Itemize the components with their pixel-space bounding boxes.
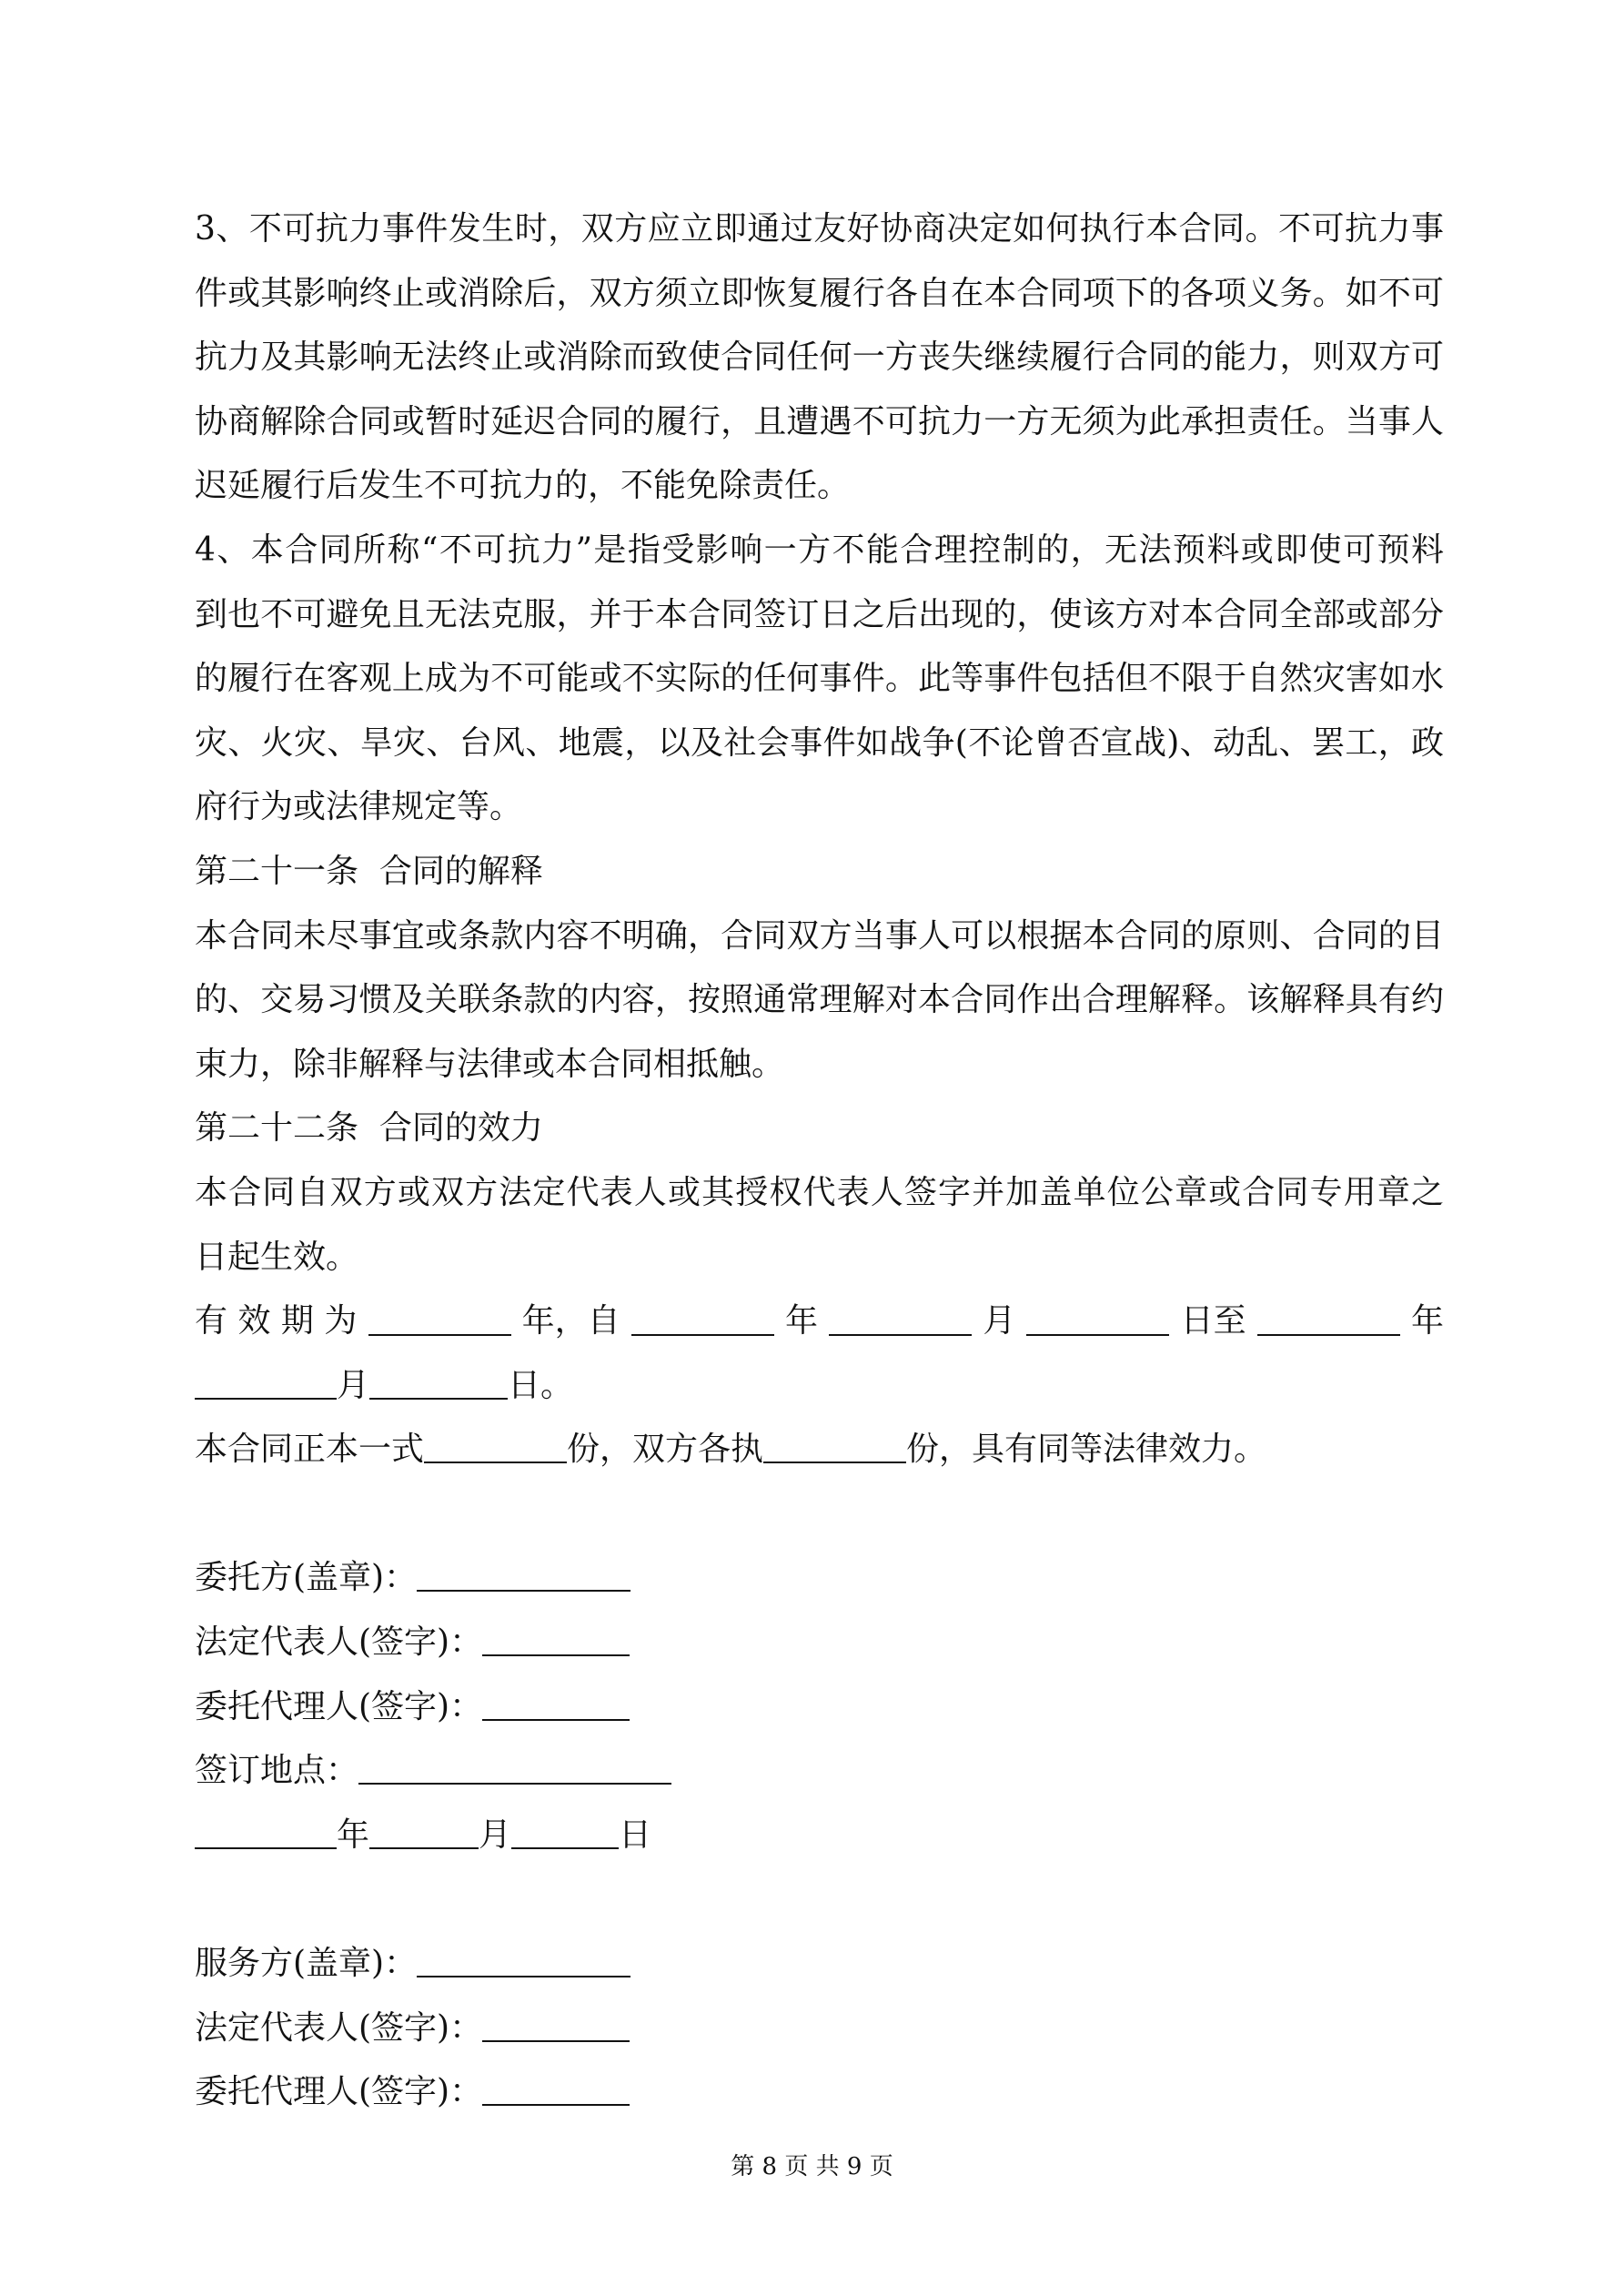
start-year-blank[interactable] — [631, 1307, 774, 1336]
validity-label: 有 效 期 为 — [195, 1302, 358, 1340]
date-text: 年 — [337, 1816, 370, 1854]
sign-day-blank[interactable] — [511, 1820, 619, 1849]
article-22-line: 日起生效。 — [195, 1238, 359, 1276]
article-21-heading: 第二十一条 合同的解释 — [195, 852, 543, 890]
copies-text: 本合同正本一式 — [195, 1431, 425, 1469]
validity-period-line — [195, 1290, 1444, 1354]
provider-legal-rep-blank[interactable] — [482, 2013, 630, 2042]
validity-text: 年 — [784, 1302, 818, 1340]
validity-end-line — [195, 1354, 1444, 1419]
clause-3-line: 协商解除合同或暂时延迟合同的履行，且遭遇不可抗力一方无须为此承担责任。当事人 — [195, 402, 1444, 440]
end-day-blank[interactable] — [369, 1371, 508, 1400]
clause-4-line: 的履行在客观上成为不可能或不实际的任何事件。此等事件包括但不限于自然灾害如水 — [195, 660, 1444, 698]
copies-text: 份，双方各执 — [567, 1431, 764, 1469]
date-text: 月 — [479, 1816, 512, 1854]
clause-4-line: 4、本合同所称“不可抗力”是指受影响一方不能合理控制的，无法预料或即使可预料 — [195, 531, 1444, 569]
client-agent-blank[interactable] — [482, 1692, 630, 1721]
client-seal-label: 委托方(盖章)： — [195, 1559, 418, 1597]
client-agent-line — [195, 1675, 1444, 1740]
end-year-blank[interactable] — [1257, 1307, 1400, 1336]
date-text: 日 — [619, 1816, 652, 1854]
client-seal-blank[interactable] — [417, 1563, 630, 1592]
spacer — [195, 1867, 1444, 1932]
page-footer: 第 8 页 共 9 页 — [731, 2153, 893, 2180]
client-legal-rep-line — [195, 1611, 1444, 1675]
validity-text: 年，自 — [521, 1302, 620, 1340]
client-seal-line — [195, 1546, 1444, 1611]
article-22-heading: 第二十二条 合同的效力 — [195, 1109, 543, 1148]
validity-text: 月 — [337, 1366, 370, 1404]
end-month-blank[interactable] — [195, 1371, 337, 1400]
start-day-blank[interactable] — [1026, 1307, 1169, 1336]
clause-4-line: 到也不可避免且无法克服，并于本合同签订日之后出现的，使该方对本合同全部或部分 — [195, 595, 1444, 633]
provider-seal-blank[interactable] — [417, 1948, 630, 1977]
client-agent-label: 委托代理人(签字)： — [195, 1687, 483, 1725]
provider-seal-label: 服务方(盖章)： — [195, 1945, 418, 1983]
article-21-line: 束力，除非解释与法律或本合同相抵触。 — [195, 1045, 785, 1083]
document-page — [195, 197, 1444, 2125]
article-21-line: 的、交易习惯及关联条款的内容，按照通常理解对本合同作出合理解释。该解释具有约 — [195, 981, 1444, 1019]
copies-text: 份，具有同等法律效力。 — [906, 1431, 1267, 1469]
validity-text: 日。 — [508, 1366, 574, 1404]
provider-legal-rep-line — [195, 1997, 1444, 2061]
provider-agent-line — [195, 2060, 1444, 2125]
spacer — [195, 1482, 1444, 1547]
client-legal-rep-label: 法定代表人(签字)： — [195, 1623, 483, 1662]
article-21-line: 本合同未尽事宜或条款内容不明确，合同双方当事人可以根据本合同的原则、合同的目 — [195, 916, 1444, 955]
provider-legal-rep-label: 法定代表人(签字)： — [195, 2008, 483, 2047]
client-legal-rep-blank[interactable] — [482, 1627, 630, 1656]
clause-4-line: 灾、火灾、旱灾、台风、地震，以及社会事件如战争(不论曾否宣战)、动乱、罢工，政 — [195, 723, 1444, 762]
validity-years-blank[interactable] — [368, 1307, 511, 1336]
clause-4-line: 府行为或法律规定等。 — [195, 788, 523, 826]
signing-place-line — [195, 1739, 1444, 1804]
provider-agent-blank[interactable] — [482, 2077, 630, 2106]
copies-total-blank[interactable] — [424, 1434, 567, 1463]
clause-3-line: 迟延履行后发生不可抗力的，不能免除责任。 — [195, 467, 851, 505]
validity-text: 日至 — [1180, 1302, 1246, 1340]
signing-place-blank[interactable] — [358, 1755, 671, 1785]
start-month-blank[interactable] — [829, 1307, 972, 1336]
sign-month-blank[interactable] — [369, 1820, 479, 1849]
copies-each-blank[interactable] — [763, 1434, 906, 1463]
copies-line — [195, 1418, 1444, 1482]
signing-place-label: 签订地点： — [195, 1752, 359, 1790]
validity-text: 年 — [1410, 1302, 1444, 1340]
article-22-line: 本合同自双方或双方法定代表人或其授权代表人签字并加盖单位公章或合同专用章之 — [195, 1173, 1444, 1211]
sign-year-blank[interactable] — [195, 1820, 337, 1849]
validity-text: 月 — [983, 1302, 1016, 1340]
clause-3-line: 件或其影响终止或消除后，双方须立即恢复履行各自在本合同项下的各项义务。如不可 — [195, 274, 1444, 312]
provider-agent-label: 委托代理人(签字)： — [195, 2073, 483, 2111]
clause-3-line: 3、不可抗力事件发生时，双方应立即通过友好协商决定如何执行本合同。不可抗力事 — [195, 210, 1444, 248]
clause-3-line: 抗力及其影响无法终止或消除而致使合同任何一方丧失继续履行合同的能力，则双方可 — [195, 339, 1444, 377]
provider-seal-line — [195, 1932, 1444, 1997]
signing-date-line — [195, 1804, 1444, 1868]
